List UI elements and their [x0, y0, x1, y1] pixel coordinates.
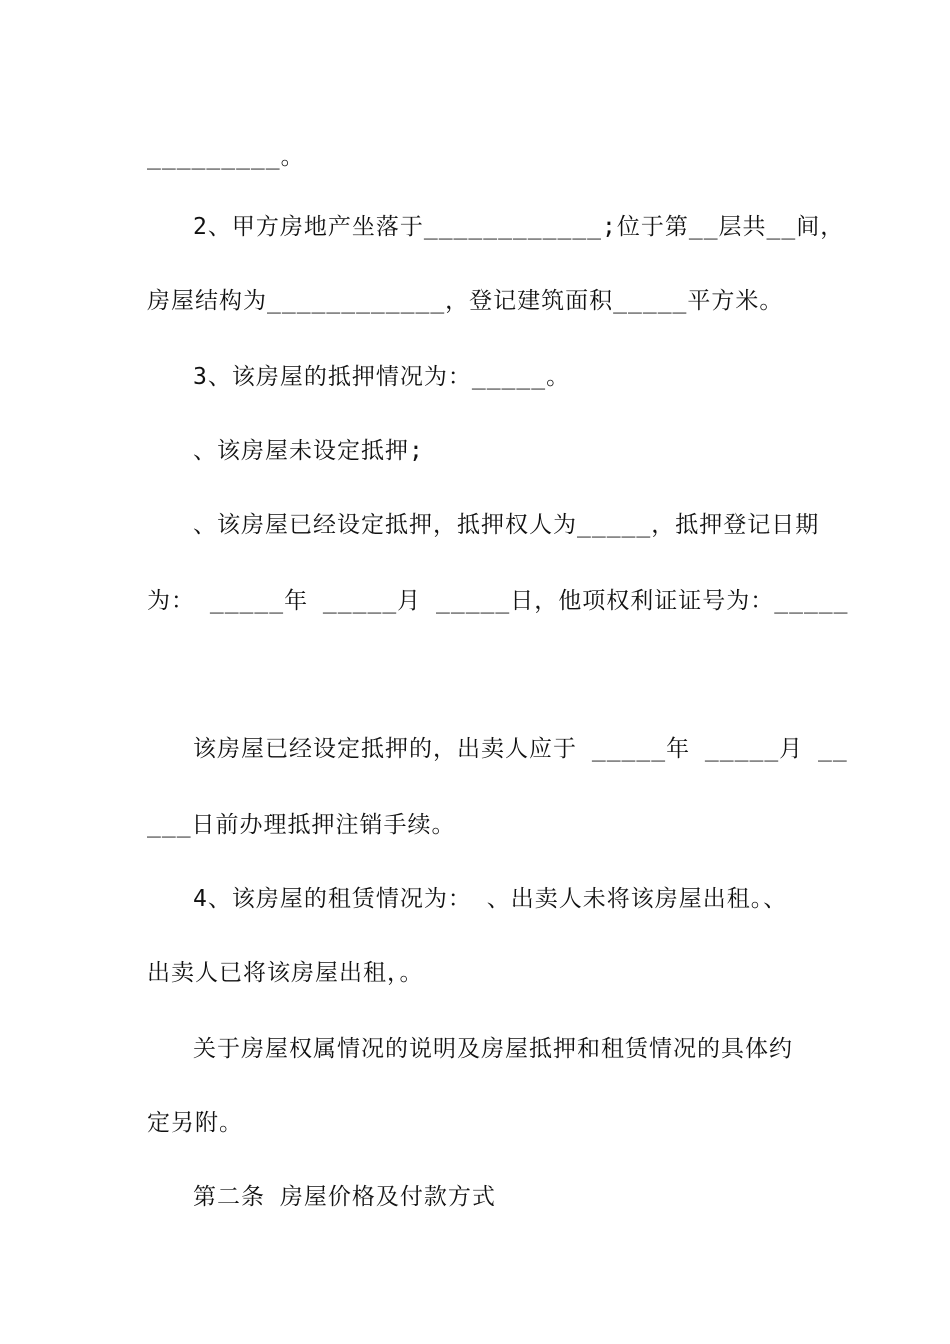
text-line-11: 出卖人已将该房屋出租，。: [147, 960, 424, 986]
text-line-10: 4、该房屋的租赁情况为： 、出卖人未将该房屋出租。、: [193, 886, 788, 912]
text-line-3: 房屋结构为____________，登记建筑面积_____平方米。: [147, 288, 784, 314]
section-heading: 第二条 房屋价格及付款方式: [193, 1184, 496, 1210]
text-line-12: 关于房屋权属情况的说明及房屋抵押和租赁情况的具体约: [193, 1036, 793, 1062]
text-line-13: 定另附。: [147, 1110, 243, 1136]
text-line-1: _________。: [147, 144, 305, 170]
text-line-7: 为： _____年 _____月 _____日，他项权利证证号为：_____: [147, 588, 849, 614]
text-line-8: 该房屋已经设定抵押的，出卖人应于 _____年 _____月 __: [193, 736, 848, 762]
text-line-4: 3、该房屋的抵押情况为：_____。: [193, 364, 571, 390]
text-line-5: 、该房屋未设定抵押;: [193, 438, 424, 464]
text-line-9: ___日前办理抵押注销手续。: [147, 812, 456, 838]
text-line-6: 、该房屋已经设定抵押，抵押权人为_____，抵押登记日期: [193, 512, 820, 538]
text-line-2: 2、甲方房地产坐落于____________;位于第__层共__间，: [193, 214, 845, 240]
